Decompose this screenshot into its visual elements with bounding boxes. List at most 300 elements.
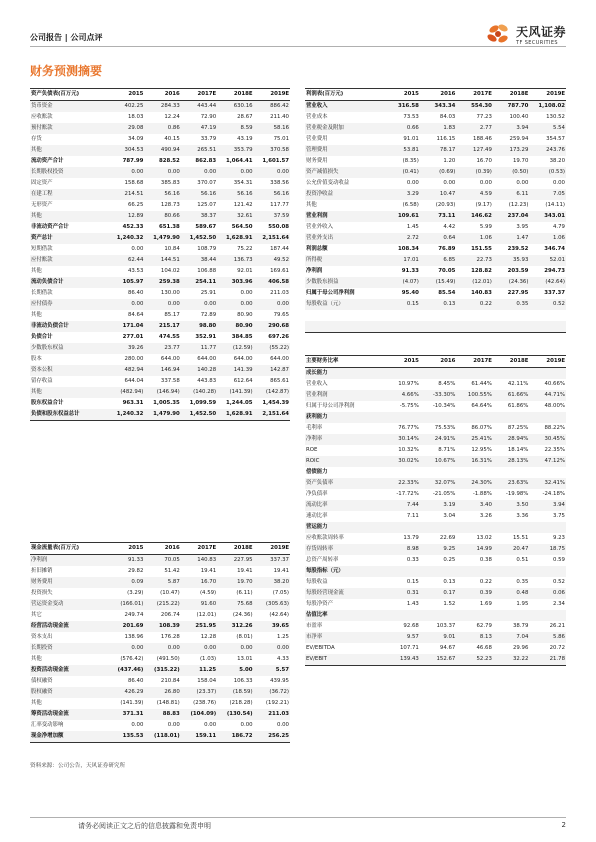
year-header: 2017E: [456, 89, 493, 101]
row-value: (55.22): [254, 343, 290, 354]
table-row: [30, 145, 290, 156]
row-value: 88.22%: [544, 425, 565, 431]
row-value: (7.05): [272, 590, 289, 596]
table-header-row: [305, 89, 566, 101]
row-label: 折旧摊销: [31, 568, 53, 574]
company-logo: [485, 22, 566, 46]
row-value: 76.77%: [398, 425, 419, 431]
table-row: [305, 621, 566, 632]
table-row: [305, 390, 566, 401]
row-label: 固定资产: [31, 180, 53, 186]
row-value: 0.00: [204, 722, 217, 728]
table-row: [305, 566, 566, 577]
row-value: -21.05%: [432, 491, 456, 497]
row-value: (15.49): [420, 277, 457, 288]
row-label: 债权融资: [31, 678, 53, 684]
table-row: [305, 467, 566, 478]
row-value: 239.52: [507, 246, 529, 252]
row-value: 5.57: [254, 665, 290, 676]
table-row: [30, 599, 290, 610]
row-value: 103.37: [436, 623, 456, 629]
table-row: [30, 588, 290, 599]
row-value: 644.00: [270, 356, 289, 362]
table-title: 资产负债表(百万元): [30, 89, 108, 101]
table-row: [305, 255, 566, 266]
table-row: [30, 387, 290, 398]
table-row: [30, 398, 290, 409]
table-row: [305, 288, 566, 299]
row-value: 144.51: [144, 255, 180, 266]
row-label: 公允价值变动收益: [306, 180, 350, 186]
row-label: 营业利润: [305, 211, 383, 222]
table-row: [305, 112, 566, 123]
row-label: 无形资产: [31, 202, 53, 208]
row-value: 173.29: [493, 145, 530, 156]
row-value: 19.41: [237, 568, 253, 574]
row-value: (6.11): [236, 590, 253, 596]
row-value: [383, 412, 420, 423]
row-value: 7.44: [383, 500, 420, 511]
row-value: [493, 310, 530, 321]
row-value: 10.97%: [398, 381, 419, 387]
row-value: 43.53: [127, 268, 144, 274]
row-value: 76.89: [438, 246, 456, 252]
row-value: 0.64: [420, 233, 457, 244]
row-value: 108.79: [197, 246, 217, 252]
table-row: [30, 211, 290, 222]
row-value: 0.38: [479, 557, 492, 563]
row-value: 87.25%: [507, 425, 529, 431]
table-row: [305, 222, 566, 233]
row-label: 营业外收入: [306, 224, 333, 230]
row-value: 56.16: [181, 189, 217, 200]
row-label: 少数股东损益: [305, 277, 383, 288]
row-value: 40.15: [164, 136, 180, 142]
year-header: 2017E: [181, 89, 217, 101]
row-value: 3.95: [516, 224, 529, 230]
row-value: 15.51: [512, 535, 529, 541]
row-value: 187.44: [270, 246, 289, 252]
row-value: 227.95: [217, 555, 253, 567]
table-row: [30, 288, 290, 299]
row-value: 159.11: [181, 731, 217, 743]
year-header: 2019E: [529, 356, 566, 368]
row-value: 13.02: [476, 535, 492, 541]
row-value: 1.95: [516, 601, 529, 607]
table-row: [305, 533, 566, 544]
row-value: 8.13: [456, 632, 493, 643]
row-value: 130.00: [160, 290, 180, 296]
row-value: 13.01: [237, 656, 253, 662]
row-value: -10.34%: [432, 403, 456, 409]
table-row: [30, 233, 290, 244]
row-value: 22.69: [439, 535, 456, 541]
row-value: 1,108.02: [529, 101, 566, 113]
table-row: [30, 687, 290, 698]
row-value: 0.00: [217, 643, 253, 654]
row-value: 98.80: [181, 321, 217, 332]
row-value: [456, 610, 493, 621]
row-value: 284.33: [144, 101, 180, 113]
row-label: 投资损失: [31, 590, 53, 596]
row-value: 91.60: [181, 599, 217, 610]
row-value: (24.36): [493, 277, 530, 288]
table-row: [30, 244, 290, 255]
row-label: 存货周转率: [305, 544, 383, 555]
row-value: 91.33: [108, 555, 144, 567]
row-label: 流动资产合计: [31, 158, 64, 164]
row-value: 12.95%: [471, 447, 492, 453]
row-value: (4.07): [383, 277, 420, 288]
table-row: [30, 354, 290, 365]
row-value: [529, 368, 566, 380]
row-value: [493, 368, 530, 380]
row-value: (130.54): [217, 709, 253, 720]
row-value: 16.70: [181, 577, 217, 588]
row-value: [493, 522, 530, 533]
table-row: [30, 200, 290, 211]
row-value: 256.25: [254, 731, 290, 743]
row-value: 105.97: [108, 277, 144, 288]
row-value: 3.40: [456, 500, 493, 511]
row-label: 营运能力: [305, 522, 383, 533]
table-row: [30, 555, 290, 567]
row-value: 3.36: [516, 513, 529, 519]
row-value: (142.87): [254, 387, 290, 398]
row-value: 237.04: [493, 211, 530, 222]
row-value: 32.22: [493, 654, 530, 666]
row-value: 644.00: [233, 356, 253, 362]
row-value: 787.99: [122, 158, 144, 164]
table-header-row: [305, 356, 566, 368]
row-value: 12.89: [108, 211, 144, 222]
row-label: [305, 321, 383, 333]
row-value: (141.39): [217, 387, 253, 398]
row-value: 294.73: [544, 268, 565, 274]
row-value: 10.67%: [420, 456, 457, 467]
row-value: 130.52: [546, 114, 565, 120]
row-value: 0.00: [254, 299, 290, 310]
row-value: 0.13: [443, 579, 456, 585]
year-header: 2019E: [254, 89, 290, 101]
row-value: (6.58): [402, 202, 419, 208]
row-value: 338.56: [270, 180, 289, 186]
row-value: 0.15: [406, 579, 419, 585]
row-value: 92.01: [237, 268, 253, 274]
row-value: 19.70: [512, 158, 529, 164]
row-label: 营业成本: [306, 114, 328, 120]
year-header: 2016: [420, 356, 457, 368]
row-value: [420, 522, 457, 533]
row-value: 49.52: [254, 255, 290, 266]
row-value: 72.89: [200, 312, 217, 318]
row-value: 439.95: [270, 678, 289, 684]
row-value: [456, 522, 493, 533]
year-header: 2015: [108, 89, 144, 101]
table-title: 利润表(百万元): [305, 89, 383, 101]
row-value: 30.14%: [383, 434, 420, 445]
table-row: [30, 343, 290, 354]
row-value: (576.42): [120, 656, 144, 662]
row-value: 8.71%: [438, 447, 456, 453]
table-row: [305, 456, 566, 467]
row-value: (0.69): [420, 167, 457, 178]
row-value: 644.04: [124, 378, 144, 384]
row-value: 0.22: [456, 299, 493, 310]
row-value: 1,454.39: [262, 400, 289, 406]
row-value: 139.43: [383, 654, 420, 666]
row-value: 18.14%: [507, 447, 529, 453]
row-value: 443.44: [181, 101, 217, 113]
row-value: 29.82: [127, 568, 144, 574]
row-value: 66.25: [127, 202, 144, 208]
row-value: 32.41%: [529, 478, 566, 489]
row-label: ROIC: [305, 456, 383, 467]
table-row: [30, 566, 290, 577]
row-value: 70.05: [144, 555, 180, 567]
row-value: 18.75: [529, 544, 566, 555]
row-value: 4.79: [552, 224, 565, 230]
row-label: 每股收益（元）: [305, 299, 383, 310]
table-header-row: [30, 89, 290, 101]
row-value: 140.83: [471, 290, 492, 296]
row-value: 9.01: [420, 632, 457, 643]
row-value: 108.34: [398, 246, 419, 252]
row-value: 215.17: [144, 321, 180, 332]
table-row: [30, 178, 290, 189]
row-value: 254.11: [181, 277, 217, 288]
row-value: 40.66%: [544, 381, 565, 387]
row-value: (10.47): [160, 590, 180, 596]
row-value: 6.85: [420, 255, 457, 266]
row-value: 109.61: [383, 211, 420, 222]
row-value: 28.94%: [493, 434, 530, 445]
row-label: 财务费用: [30, 577, 108, 588]
row-value: 0.22: [479, 579, 492, 585]
row-label: 负债和股东权益总计: [30, 409, 108, 421]
row-label: 速动比率: [306, 513, 328, 519]
year-header: 2017E: [456, 356, 493, 368]
row-label: 股权融资: [30, 687, 108, 698]
row-value: 3.29: [383, 189, 420, 200]
row-value: 370.58: [254, 145, 290, 156]
row-value: 35.93: [493, 255, 530, 266]
row-value: (218.28): [229, 700, 253, 706]
row-value: 1.69: [479, 601, 492, 607]
row-value: 0.15: [383, 299, 420, 310]
row-value: 0.59: [552, 557, 565, 563]
row-value: 128.73: [160, 202, 180, 208]
row-label: 资本公积: [30, 365, 108, 376]
row-value: 1.52: [443, 601, 456, 607]
row-value: 56.16: [217, 189, 253, 200]
table-row: [305, 478, 566, 489]
row-value: 12.28: [200, 634, 217, 640]
table-row: [305, 555, 566, 566]
row-label: [305, 310, 383, 321]
row-value: 1.06: [529, 233, 566, 244]
row-value: 0.00: [217, 299, 253, 310]
row-value: 886.42: [254, 101, 290, 113]
row-label: 应收账款: [31, 114, 53, 120]
row-value: 80.90: [217, 321, 253, 332]
row-value: [420, 321, 457, 333]
row-label: 现金净增加额: [30, 731, 108, 743]
row-value: (9.17): [475, 202, 492, 208]
row-label: 净利率: [305, 434, 383, 445]
row-label: 营业利润: [305, 390, 383, 401]
row-value: [383, 321, 420, 333]
row-label: 短期借款: [31, 246, 53, 252]
row-label: 投资净收益: [305, 189, 383, 200]
row-value: 0.00: [108, 167, 144, 178]
row-value: 91.01: [403, 136, 419, 142]
row-value: 61.86%: [507, 403, 529, 409]
year-header: 2019E: [529, 89, 566, 101]
row-value: 46.68: [476, 645, 492, 651]
table-row: [305, 233, 566, 244]
row-value: 1.83: [420, 123, 457, 134]
row-value: 0.17: [420, 588, 457, 599]
table-row: [305, 134, 566, 145]
row-value: (192.21): [265, 700, 289, 706]
row-value: 249.74: [124, 612, 144, 618]
table-row: [305, 244, 566, 255]
row-value: 0.00: [181, 643, 217, 654]
row-value: 2.72: [383, 233, 420, 244]
header-divider: [30, 46, 566, 47]
row-value: (0.50): [493, 167, 530, 178]
row-value: 62.44: [108, 255, 144, 266]
row-value: 0.00: [144, 167, 180, 178]
row-value: (0.39): [456, 167, 493, 178]
row-value: 6.11: [493, 189, 530, 200]
row-value: (104.09): [181, 709, 217, 720]
row-label: 每股收益: [306, 579, 328, 585]
row-value: 8.59: [217, 123, 253, 134]
row-value: 100.55%: [456, 390, 493, 401]
row-value: 277.01: [122, 334, 144, 340]
row-value: 47.12%: [529, 456, 566, 467]
row-value: 30.45%: [529, 434, 566, 445]
row-value: (14.11): [545, 202, 565, 208]
row-value: (12.01): [196, 612, 217, 618]
row-value: [493, 610, 530, 621]
year-header: 2016: [144, 89, 180, 101]
table-row: [305, 643, 566, 654]
row-value: (8.01): [236, 634, 253, 640]
row-value: 644.00: [197, 356, 217, 362]
row-value: 3.19: [420, 500, 457, 511]
row-label: 营业收入: [305, 101, 383, 113]
row-value: 0.33: [406, 557, 419, 563]
row-value: 94.67: [439, 645, 456, 651]
row-value: -5.75%: [399, 403, 419, 409]
table-row: [305, 544, 566, 555]
table-row: [305, 522, 566, 533]
row-value: [493, 566, 530, 577]
table-row: [305, 200, 566, 211]
row-value: 2.77: [456, 123, 493, 134]
row-value: 8.45%: [438, 381, 456, 387]
row-label: 净利润: [30, 555, 108, 567]
table-row: [30, 577, 290, 588]
row-value: 80.90: [237, 312, 253, 318]
row-label: 流动比率: [305, 500, 383, 511]
row-value: 0.00: [406, 180, 419, 186]
row-value: [456, 566, 493, 577]
row-value: 146.62: [456, 211, 493, 222]
logo-text-cn: 天风证券: [515, 24, 566, 39]
row-value: (42.64): [269, 612, 289, 618]
row-value: 337.37: [544, 290, 565, 296]
row-value: 10.47: [420, 189, 457, 200]
row-value: 243.76: [529, 145, 566, 156]
row-value: 107.71: [399, 645, 419, 651]
row-value: 125.07: [197, 202, 217, 208]
year-header: 2018E: [493, 356, 530, 368]
row-value: 0.00: [144, 299, 180, 310]
row-label: 在建工程: [30, 189, 108, 200]
row-value: 10.32%: [398, 447, 419, 453]
row-value: 39.65: [254, 621, 290, 632]
row-value: 201.69: [108, 621, 144, 632]
row-value: 117.77: [270, 202, 289, 208]
row-value: (42.64): [529, 277, 566, 288]
row-value: (18.59): [217, 687, 253, 698]
table-row: [30, 189, 290, 200]
row-value: 38.20: [549, 158, 565, 164]
table-row: [30, 310, 290, 321]
row-value: 84.03: [439, 114, 456, 120]
row-label: 负债合计: [31, 334, 53, 340]
row-value: 482.94: [108, 365, 144, 376]
row-value: 19.41: [200, 568, 217, 574]
year-header: 2017E: [181, 543, 217, 555]
row-label: 归属于母公司净利润: [306, 403, 355, 409]
row-value: 70.05: [438, 268, 456, 274]
row-value: 290.68: [254, 321, 290, 332]
row-label: 汇率变动影响: [31, 722, 64, 728]
row-value: [529, 610, 566, 621]
row-value: 13.79: [403, 535, 419, 541]
row-value: (238.76): [193, 700, 217, 706]
row-value: 211.40: [270, 114, 289, 120]
row-label: 其他: [31, 700, 42, 706]
row-value: 0.66: [383, 123, 420, 134]
row-value: [529, 310, 566, 321]
row-value: 61.66%: [493, 390, 530, 401]
row-label: 流动负债合计: [30, 277, 108, 288]
row-value: 44.71%: [529, 390, 566, 401]
row-label: 留存收益: [31, 378, 53, 384]
row-label: 偿债能力: [306, 469, 328, 475]
table-row: [305, 321, 566, 333]
row-value: 38.37: [181, 211, 217, 222]
year-header: 2015: [383, 356, 420, 368]
row-value: 210.84: [160, 678, 180, 684]
row-value: 75.68: [217, 599, 253, 610]
row-value: 62.79: [476, 623, 492, 629]
row-value: 3.26: [479, 513, 492, 519]
row-value: 5.99: [479, 224, 492, 230]
row-value: 5.87: [144, 577, 180, 588]
row-value: 75.01: [273, 136, 289, 142]
row-value: 1,240.32: [108, 409, 144, 421]
row-value: 0.09: [108, 577, 144, 588]
row-value: 5.00: [217, 665, 253, 676]
row-label: 所得税: [305, 255, 383, 266]
